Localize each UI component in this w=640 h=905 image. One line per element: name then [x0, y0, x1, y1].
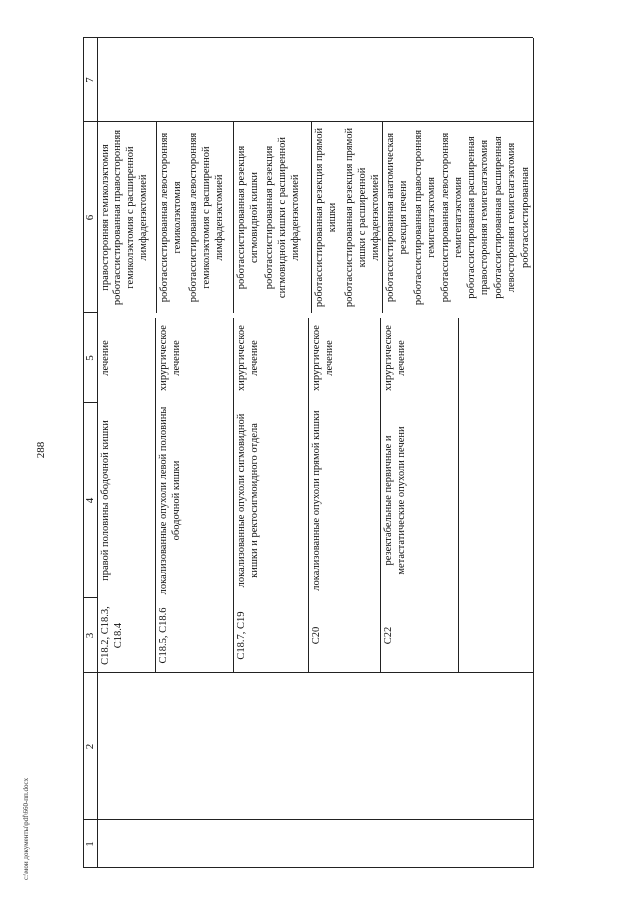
- treatment-cell: хирургическое лечение: [158, 325, 182, 391]
- header-cell: 1: [84, 841, 96, 847]
- code-cell: C22: [383, 626, 394, 645]
- treatment-cell: хирургическое лечение: [383, 325, 407, 391]
- method-cell: роботассистированная левосторонняя гемиколэктомия с расширенной лимфаденэктомией: [188, 132, 225, 303]
- method-cell: роботассистированная резекция сигмовидной кишки с расширенной лимфаденэктомией: [264, 136, 301, 299]
- header-cell: 2: [84, 743, 96, 750]
- page-number: 288: [35, 441, 47, 459]
- row-separator: [458, 318, 459, 673]
- table-border-bottom: [533, 38, 534, 868]
- footer-path: c:\мои документы\pdf\660-пп.docx: [22, 777, 30, 880]
- row-separator: [233, 122, 234, 313]
- method-cell: роботассистированная: [520, 167, 531, 268]
- header-cell: 6: [84, 214, 96, 221]
- method-cell: роботассистированная расширенная правосторонняя гемигепатэктомия: [466, 136, 490, 299]
- row-separator: [380, 318, 381, 673]
- code-cell: C18.2, C18.3, C18.4: [100, 606, 124, 665]
- row-separator: [155, 318, 156, 673]
- method-cell: роботассистированная резекция прямой кишки: [314, 127, 338, 308]
- condition-cell: локализованные опухоли сигмовидной кишки и ректосигмоидного отдела: [236, 413, 260, 588]
- method-cell: роботассистированная резекция прямой кишки с расширенной лимфаденэктомией: [344, 127, 381, 308]
- method-cell: роботассистированная левосторонняя гемигепатэктомия: [440, 132, 464, 303]
- method-cell: правосторонняя гемиколэктомия: [100, 144, 111, 291]
- code-cell: C20: [311, 626, 322, 645]
- header-cell: 3: [84, 632, 96, 639]
- method-cell: роботассистированная резекция сигмовидной кишки: [236, 145, 260, 290]
- rotated-table: [83, 38, 533, 868]
- row-separator: [382, 122, 383, 313]
- method-cell: роботассистированная правосторонняя гемиколэктомия с расширенной лимфаденэктомией: [112, 129, 149, 306]
- row-separator: [311, 122, 312, 313]
- condition-cell: правой половины ободочной кишки: [100, 420, 111, 581]
- condition-cell: локализованные опухоли левой половины ободочной кишки: [158, 406, 182, 595]
- col-line: [83, 121, 533, 122]
- row-separator: [156, 122, 157, 313]
- method-cell: роботассистированная правосторонняя гемигепатэктомия: [413, 129, 437, 306]
- method-cell: роботассистированная анатомическая резекция печени: [385, 132, 409, 303]
- condition-cell: локализованные опухоли прямой кишки: [311, 410, 322, 591]
- code-cell: C18.5, C18.6: [158, 607, 169, 664]
- col-line: [83, 867, 533, 868]
- code-cell: C18.7, C19: [236, 611, 247, 660]
- treatment-cell: лечение: [100, 340, 111, 376]
- method-cell: роботассистированная левосторонняя гемиколэктомия: [159, 132, 183, 303]
- header-cell: 4: [84, 497, 96, 504]
- row-separator: [233, 318, 234, 673]
- header-cell: 5: [84, 355, 96, 361]
- treatment-cell: хирургическое лечение: [236, 325, 260, 391]
- method-cell: роботассистированная расширенная левосторонняя гемигепатэктомия: [493, 136, 517, 299]
- col-line: [83, 819, 533, 820]
- row-separator: [308, 318, 309, 673]
- treatment-cell: хирургическое лечение: [311, 325, 335, 391]
- col-line: [83, 37, 533, 38]
- header-separator: [97, 38, 98, 868]
- condition-cell: резектабельные первичные и метастатические опухоли печени: [383, 426, 407, 575]
- header-cell: 7: [84, 77, 96, 83]
